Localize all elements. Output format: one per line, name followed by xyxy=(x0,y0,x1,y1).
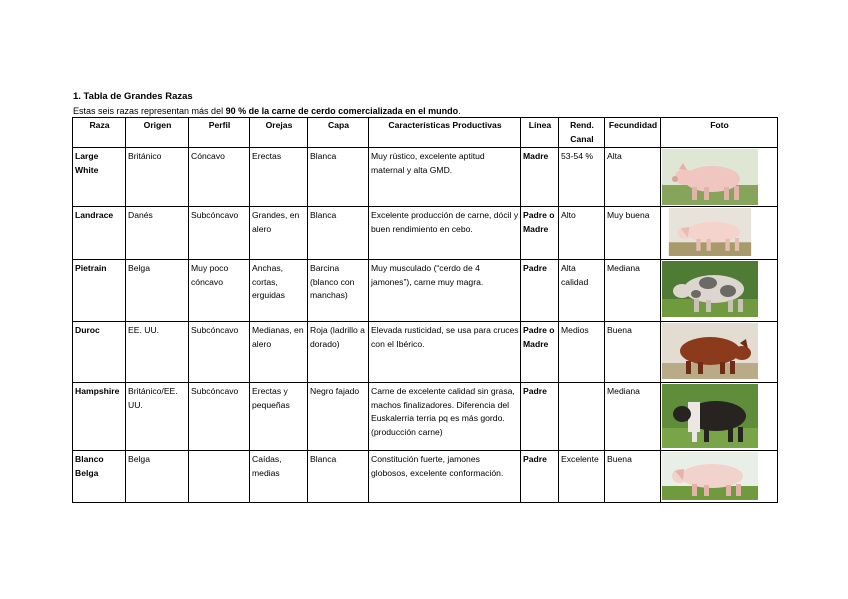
cell-rend: Alta calidad xyxy=(559,260,605,322)
cell-fecundidad: Mediana xyxy=(605,260,661,322)
cell-perfil: Subcóncavo xyxy=(189,322,250,383)
cell-fecundidad: Alta xyxy=(605,148,661,207)
cell-orejas: Erectas xyxy=(250,148,308,207)
header-foto: Foto xyxy=(661,118,778,148)
cell-perfil: Subcóncavo xyxy=(189,383,250,451)
cell-foto xyxy=(661,260,778,322)
intro-text-before: Estas seis razas representan más del xyxy=(73,106,226,116)
cell-rend: Medios xyxy=(559,322,605,383)
cell-origen: EE. UU. xyxy=(126,322,189,383)
cell-perfil xyxy=(189,451,250,503)
cell-perfil: Muy poco cóncavo xyxy=(189,260,250,322)
cell-linea: Padre o Madre xyxy=(521,322,559,383)
cell-raza: Blanco Belga xyxy=(73,451,126,503)
header-raza: Raza xyxy=(73,118,126,148)
header-rend-canal: Rend. Canal xyxy=(559,118,605,148)
cell-linea: Madre xyxy=(521,148,559,207)
pietrain-pig-photo xyxy=(662,261,758,317)
cell-caracteristicas: Excelente producción de carne, dócil y buen rendimiento en cebo. xyxy=(369,207,521,260)
cell-perfil: Subcóncavo xyxy=(189,207,250,260)
cell-rend xyxy=(559,383,605,451)
table-row xyxy=(73,148,778,207)
cell-origen: Británico xyxy=(126,148,189,207)
cell-orejas: Caídas, medias xyxy=(250,451,308,503)
header-orejas: Orejas xyxy=(250,118,308,148)
table-row xyxy=(73,260,778,322)
cell-capa: Blanca xyxy=(308,207,369,260)
cell-caracteristicas: Muy rústico, excelente aptitud maternal y alta GMD. xyxy=(369,148,521,207)
cell-rend: Excelente xyxy=(559,451,605,503)
hampshire-pig-photo xyxy=(662,384,758,448)
cell-origen: Británico/EE. UU. xyxy=(126,383,189,451)
header-origen: Origen xyxy=(126,118,189,148)
cell-foto xyxy=(661,148,778,207)
breeds-table xyxy=(72,117,778,503)
cell-orejas: Medianas, en alero xyxy=(250,322,308,383)
cell-foto xyxy=(661,322,778,383)
header-capa: Capa xyxy=(308,118,369,148)
cell-origen: Belga xyxy=(126,260,189,322)
cell-fecundidad: Buena xyxy=(605,322,661,383)
cell-raza: Pietrain xyxy=(73,260,126,322)
cell-capa: Blanca xyxy=(308,148,369,207)
cell-caracteristicas: Elevada rusticidad, se usa para cruces con el Ibérico. xyxy=(369,322,521,383)
cell-caracteristicas: Muy musculado (“cerdo de 4 jamones”), carne muy magra. xyxy=(369,260,521,322)
cell-fecundidad: Buena xyxy=(605,451,661,503)
cell-origen: Danés xyxy=(126,207,189,260)
cell-linea: Padre o Madre xyxy=(521,207,559,260)
header-linea: Línea xyxy=(521,118,559,148)
cell-linea: Padre xyxy=(521,383,559,451)
cell-fecundidad: Muy buena xyxy=(605,207,661,260)
table-header-row xyxy=(73,118,778,148)
table-row xyxy=(73,383,778,451)
intro-paragraph xyxy=(73,106,461,116)
cell-rend: Alto xyxy=(559,207,605,260)
header-caracteristicas: Características Productivas xyxy=(369,118,521,148)
cell-capa: Negro fajado xyxy=(308,383,369,451)
table-row xyxy=(73,451,778,503)
large-white-pig-photo xyxy=(662,149,758,205)
cell-orejas: Erectas y pequeñas xyxy=(250,383,308,451)
cell-foto xyxy=(661,451,778,503)
cell-caracteristicas: Carne de excelente calidad sin grasa, machos finalizadores. Diferencia del Euskalerria terria pq es más gordo. (producción carne) xyxy=(369,383,521,451)
section-heading: 1. Tabla de Grandes Razas xyxy=(73,91,193,102)
cell-linea: Padre xyxy=(521,451,559,503)
cell-linea: Padre xyxy=(521,260,559,322)
cell-caracteristicas: Constitución fuerte, jamones globosos, excelente conformación. xyxy=(369,451,521,503)
blanco-belga-pig-photo xyxy=(662,452,758,500)
cell-foto xyxy=(661,207,778,260)
cell-orejas: Anchas, cortas, erguidas xyxy=(250,260,308,322)
cell-raza: Landrace xyxy=(73,207,126,260)
cell-raza: Large White xyxy=(73,148,126,207)
cell-fecundidad: Mediana xyxy=(605,383,661,451)
cell-rend: 53-54 % xyxy=(559,148,605,207)
cell-perfil: Cóncavo xyxy=(189,148,250,207)
table-row xyxy=(73,322,778,383)
cell-origen: Belga xyxy=(126,451,189,503)
cell-orejas: Grandes, en alero xyxy=(250,207,308,260)
cell-capa: Roja (ladrillo a dorado) xyxy=(308,322,369,383)
header-fecundidad: Fecundidad xyxy=(605,118,661,148)
intro-text-after: . xyxy=(458,106,461,116)
cell-capa: Barcina (blanco con manchas) xyxy=(308,260,369,322)
table-row xyxy=(73,207,778,260)
cell-raza: Hampshire xyxy=(73,383,126,451)
landrace-pig-photo xyxy=(662,208,758,256)
cell-foto xyxy=(661,383,778,451)
intro-text-bold: 90 % de la carne de cerdo comercializada en el mundo xyxy=(225,106,459,116)
cell-raza: Duroc xyxy=(73,322,126,383)
header-perfil: Perfil xyxy=(189,118,250,148)
duroc-pig-photo xyxy=(662,323,758,379)
cell-capa: Blanca xyxy=(308,451,369,503)
